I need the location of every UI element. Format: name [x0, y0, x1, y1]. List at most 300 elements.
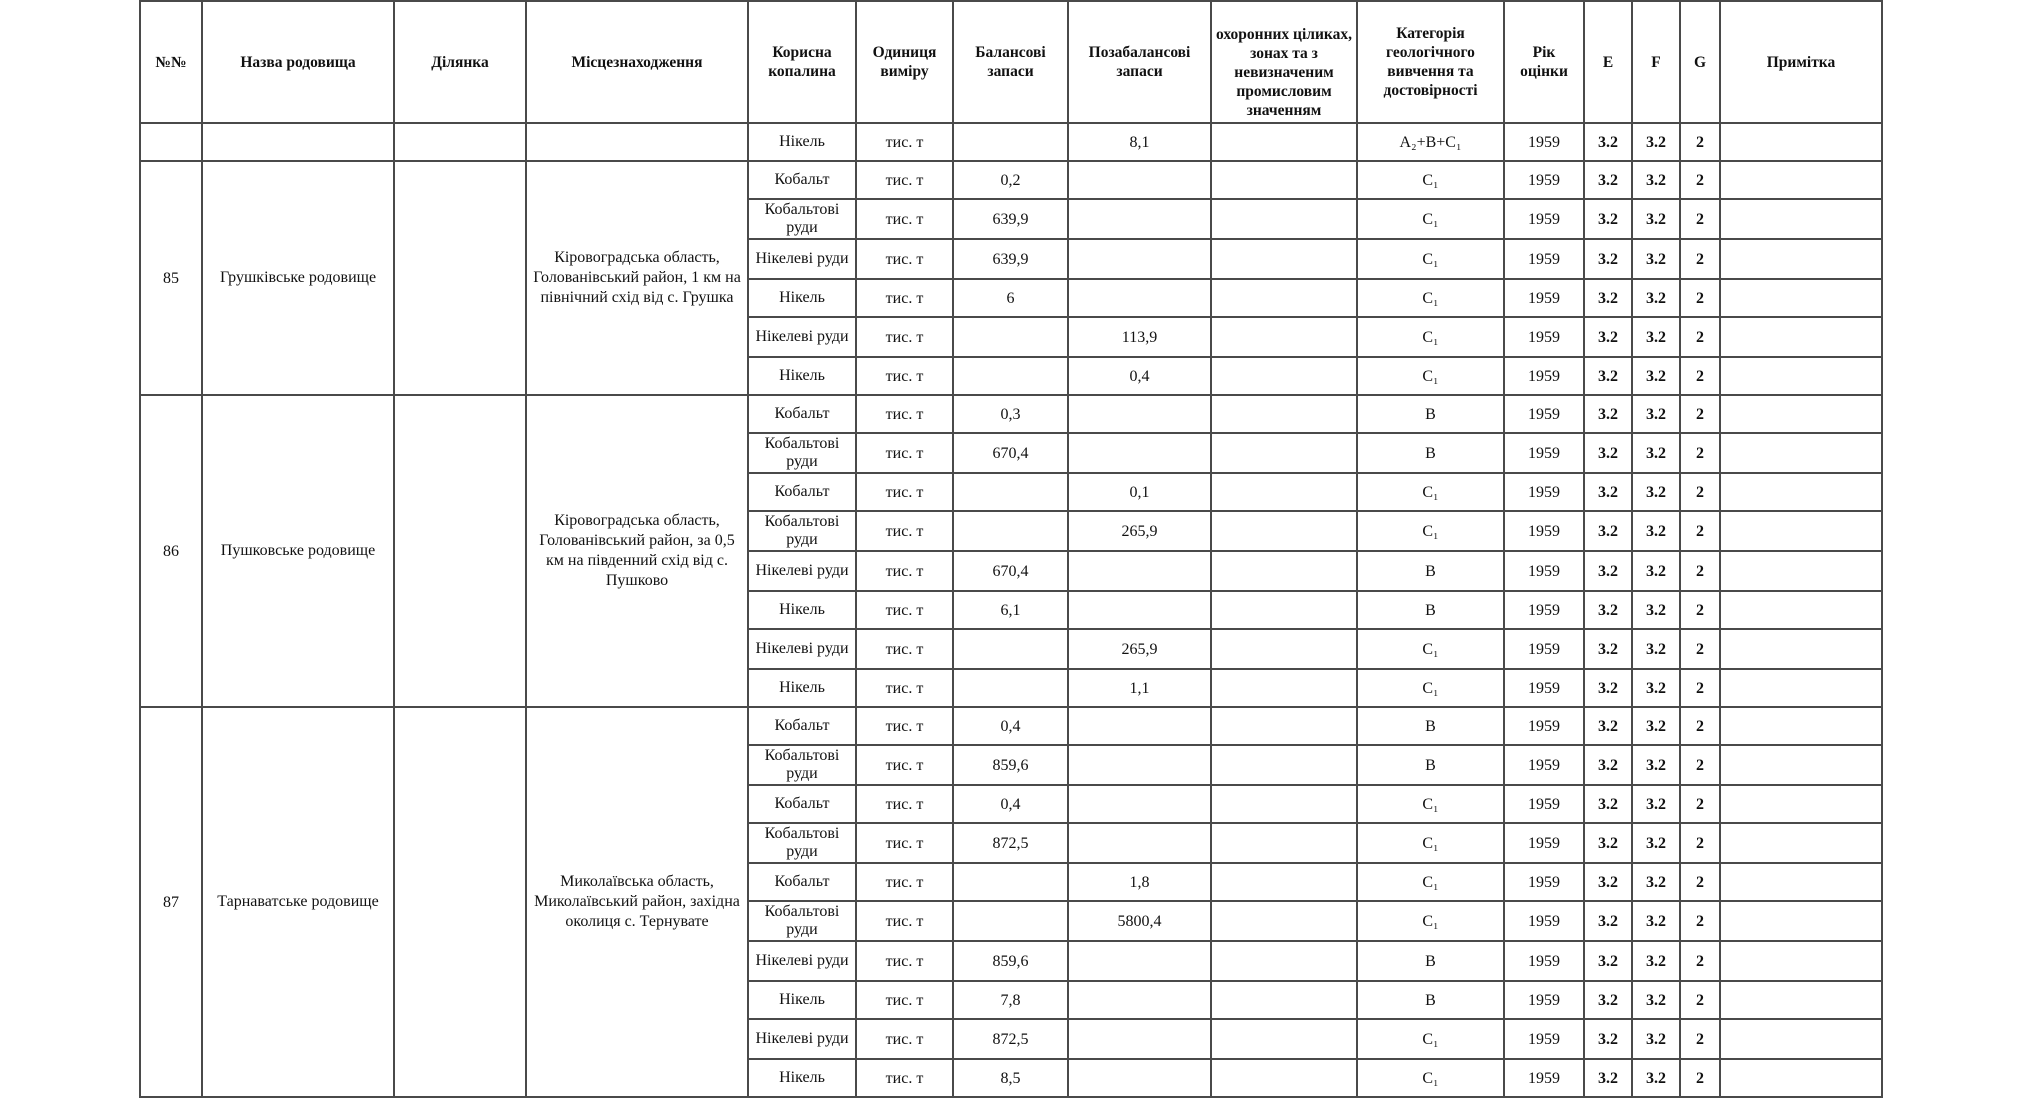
- cell-unit: тис. т: [856, 629, 953, 669]
- cell-balance: [953, 511, 1068, 551]
- table-row: [140, 161, 1882, 199]
- cell-unit: тис. т: [856, 591, 953, 629]
- cell-unit: тис. т: [856, 863, 953, 901]
- cell-offbalance: [1068, 981, 1211, 1019]
- cell-protected: [1211, 511, 1357, 551]
- table-row: [140, 123, 1882, 161]
- field-plot: [394, 707, 526, 1097]
- cell-year: 1959: [1504, 239, 1584, 279]
- cell-f: 3.2: [1632, 1059, 1680, 1097]
- cell-mineral: Кобальтові руди: [748, 745, 856, 785]
- field-number: 87: [140, 707, 202, 1097]
- cell-balance: [953, 669, 1068, 707]
- cell-f: 3.2: [1632, 941, 1680, 981]
- cell-mineral: Кобальтові руди: [748, 199, 856, 239]
- cell-unit: тис. т: [856, 1059, 953, 1097]
- cell-e: 3.2: [1584, 629, 1632, 669]
- cell-offbalance: [1068, 1019, 1211, 1059]
- cell-offbalance: 0,4: [1068, 357, 1211, 395]
- cell-year: 1959: [1504, 1019, 1584, 1059]
- header-balance: Балансові запаси: [953, 1, 1068, 123]
- cell-unit: тис. т: [856, 785, 953, 823]
- cell-f: 3.2: [1632, 785, 1680, 823]
- cell-g: 2: [1680, 823, 1720, 863]
- cell-protected: [1211, 823, 1357, 863]
- cell-e: 3.2: [1584, 123, 1632, 161]
- cell-g: 2: [1680, 395, 1720, 433]
- cell-f: 3.2: [1632, 395, 1680, 433]
- cell-protected: [1211, 1059, 1357, 1097]
- cell-unit: тис. т: [856, 669, 953, 707]
- cell-protected: [1211, 745, 1357, 785]
- cell-offbalance: [1068, 279, 1211, 317]
- cell-offbalance: [1068, 707, 1211, 745]
- cell-note: [1720, 551, 1882, 591]
- cell-note: [1720, 473, 1882, 511]
- cell-category: B: [1357, 745, 1504, 785]
- cell-g: 2: [1680, 745, 1720, 785]
- cell-unit: тис. т: [856, 745, 953, 785]
- cell-f: 3.2: [1632, 981, 1680, 1019]
- cell-unit: тис. т: [856, 473, 953, 511]
- cell-note: [1720, 199, 1882, 239]
- cell-mineral: Кобальт: [748, 395, 856, 433]
- cell-note: [1720, 511, 1882, 551]
- cell-g: 2: [1680, 1019, 1720, 1059]
- field-name: Пушковське родовище: [202, 395, 394, 707]
- cell-mineral: Кобальтові руди: [748, 433, 856, 473]
- cell-protected: [1211, 279, 1357, 317]
- cell-note: [1720, 239, 1882, 279]
- cell-unit: тис. т: [856, 901, 953, 941]
- cell-note: [1720, 863, 1882, 901]
- cell-balance: [953, 317, 1068, 357]
- cell-e: 3.2: [1584, 161, 1632, 199]
- cell-note: [1720, 823, 1882, 863]
- cell-note: [1720, 669, 1882, 707]
- cell-e: 3.2: [1584, 357, 1632, 395]
- cell-mineral: Нікель: [748, 669, 856, 707]
- table-row: [140, 395, 1882, 433]
- field-location: Кіровоградська область, Голованівський район, 1 км на північний схід від с. Грушка: [526, 161, 748, 395]
- cell-balance: 6,1: [953, 591, 1068, 629]
- cell-note: [1720, 707, 1882, 745]
- cell-balance: [953, 863, 1068, 901]
- cell-offbalance: 1,8: [1068, 863, 1211, 901]
- cell-e: 3.2: [1584, 511, 1632, 551]
- cell-year: 1959: [1504, 941, 1584, 981]
- cell-protected: [1211, 123, 1357, 161]
- cell-category: C₁: [1357, 1019, 1504, 1059]
- cell-protected: [1211, 395, 1357, 433]
- cell-offbalance: [1068, 591, 1211, 629]
- cell-protected: [1211, 1019, 1357, 1059]
- cell-mineral: Кобальт: [748, 863, 856, 901]
- cell-field-name: [202, 123, 394, 161]
- cell-mineral: Кобальтові руди: [748, 901, 856, 941]
- cell-year: 1959: [1504, 629, 1584, 669]
- cell-balance: [953, 629, 1068, 669]
- cell-year: 1959: [1504, 161, 1584, 199]
- cell-note: [1720, 1019, 1882, 1059]
- header-f: F: [1632, 1, 1680, 123]
- cell-offbalance: [1068, 161, 1211, 199]
- cell-note: [1720, 591, 1882, 629]
- cell-e: 3.2: [1584, 473, 1632, 511]
- cell-num: [140, 123, 202, 161]
- cell-f: 3.2: [1632, 123, 1680, 161]
- cell-mineral: Нікель: [748, 591, 856, 629]
- cell-year: 1959: [1504, 433, 1584, 473]
- cell-category: C₁: [1357, 279, 1504, 317]
- cell-e: 3.2: [1584, 1059, 1632, 1097]
- cell-e: 3.2: [1584, 823, 1632, 863]
- cell-mineral: Нікель: [748, 279, 856, 317]
- cell-f: 3.2: [1632, 279, 1680, 317]
- cell-g: 2: [1680, 473, 1720, 511]
- cell-e: 3.2: [1584, 941, 1632, 981]
- cell-g: 2: [1680, 629, 1720, 669]
- header-location: Місцезнаходження: [526, 1, 748, 123]
- cell-f: 3.2: [1632, 357, 1680, 395]
- cell-category: B: [1357, 395, 1504, 433]
- cell-unit: тис. т: [856, 395, 953, 433]
- cell-e: 3.2: [1584, 785, 1632, 823]
- cell-e: 3.2: [1584, 317, 1632, 357]
- cell-f: 3.2: [1632, 1019, 1680, 1059]
- cell-balance: 639,9: [953, 239, 1068, 279]
- cell-g: 2: [1680, 511, 1720, 551]
- cell-f: 3.2: [1632, 433, 1680, 473]
- header-row: [140, 1, 1882, 123]
- cell-g: 2: [1680, 239, 1720, 279]
- cell-balance: [953, 123, 1068, 161]
- cell-e: 3.2: [1584, 433, 1632, 473]
- cell-category: A₂+B+C₁: [1357, 123, 1504, 161]
- cell-balance: 859,6: [953, 745, 1068, 785]
- cell-g: 2: [1680, 941, 1720, 981]
- cell-offbalance: 265,9: [1068, 629, 1211, 669]
- header-year: Рік оцінки: [1504, 1, 1584, 123]
- cell-mineral: Кобальт: [748, 707, 856, 745]
- cell-g: 2: [1680, 981, 1720, 1019]
- cell-unit: тис. т: [856, 199, 953, 239]
- cell-protected: [1211, 473, 1357, 511]
- cell-unit: тис. т: [856, 279, 953, 317]
- cell-unit: тис. т: [856, 551, 953, 591]
- header-g: G: [1680, 1, 1720, 123]
- cell-mineral: Кобальтові руди: [748, 823, 856, 863]
- cell-protected: [1211, 161, 1357, 199]
- field-number: 85: [140, 161, 202, 395]
- cell-balance: [953, 473, 1068, 511]
- cell-category: C₁: [1357, 161, 1504, 199]
- cell-mineral: Нікелеві руди: [748, 941, 856, 981]
- cell-f: 3.2: [1632, 473, 1680, 511]
- cell-offbalance: [1068, 1059, 1211, 1097]
- cell-protected: [1211, 669, 1357, 707]
- header-mineral: Корисна копалина: [748, 1, 856, 123]
- cell-category: C₁: [1357, 511, 1504, 551]
- cell-category: B: [1357, 707, 1504, 745]
- field-plot: [394, 395, 526, 707]
- cell-e: 3.2: [1584, 669, 1632, 707]
- cell-protected: [1211, 981, 1357, 1019]
- cell-e: 3.2: [1584, 279, 1632, 317]
- cell-note: [1720, 629, 1882, 669]
- cell-balance: 639,9: [953, 199, 1068, 239]
- cell-e: 3.2: [1584, 551, 1632, 591]
- cell-balance: 0,4: [953, 707, 1068, 745]
- cell-note: [1720, 941, 1882, 981]
- cell-year: 1959: [1504, 395, 1584, 433]
- cell-location: [526, 123, 748, 161]
- header-unit: Одиниця виміру: [856, 1, 953, 123]
- cell-year: 1959: [1504, 279, 1584, 317]
- cell-mineral: Нікелеві руди: [748, 239, 856, 279]
- cell-year: 1959: [1504, 707, 1584, 745]
- cell-balance: 8,5: [953, 1059, 1068, 1097]
- cell-offbalance: [1068, 745, 1211, 785]
- cell-note: [1720, 901, 1882, 941]
- cell-note: [1720, 433, 1882, 473]
- cell-balance: 670,4: [953, 551, 1068, 591]
- cell-unit: тис. т: [856, 357, 953, 395]
- cell-year: 1959: [1504, 591, 1584, 629]
- cell-offbalance: [1068, 941, 1211, 981]
- cell-g: 2: [1680, 123, 1720, 161]
- cell-mineral: Нікелеві руди: [748, 551, 856, 591]
- cell-year: 1959: [1504, 511, 1584, 551]
- cell-f: 3.2: [1632, 551, 1680, 591]
- cell-protected: [1211, 591, 1357, 629]
- cell-year: 1959: [1504, 123, 1584, 161]
- cell-protected: [1211, 629, 1357, 669]
- cell-balance: [953, 901, 1068, 941]
- cell-g: 2: [1680, 669, 1720, 707]
- cell-category: C₁: [1357, 901, 1504, 941]
- cell-year: 1959: [1504, 473, 1584, 511]
- cell-offbalance: 1,1: [1068, 669, 1211, 707]
- cell-category: C₁: [1357, 823, 1504, 863]
- cell-g: 2: [1680, 317, 1720, 357]
- cell-year: 1959: [1504, 357, 1584, 395]
- cell-note: [1720, 1059, 1882, 1097]
- cell-g: 2: [1680, 199, 1720, 239]
- cell-g: 2: [1680, 591, 1720, 629]
- cell-unit: тис. т: [856, 511, 953, 551]
- cell-g: 2: [1680, 279, 1720, 317]
- field-number: 86: [140, 395, 202, 707]
- cell-protected: [1211, 433, 1357, 473]
- cell-category: C₁: [1357, 629, 1504, 669]
- cell-category: C₁: [1357, 785, 1504, 823]
- cell-note: [1720, 785, 1882, 823]
- cell-e: 3.2: [1584, 863, 1632, 901]
- cell-unit: тис. т: [856, 239, 953, 279]
- cell-offbalance: [1068, 239, 1211, 279]
- cell-unit: тис. т: [856, 123, 953, 161]
- cell-category: B: [1357, 941, 1504, 981]
- cell-offbalance: 113,9: [1068, 317, 1211, 357]
- cell-f: 3.2: [1632, 707, 1680, 745]
- cell-unit: тис. т: [856, 433, 953, 473]
- field-name: Тарнаватське родовище: [202, 707, 394, 1097]
- cell-year: 1959: [1504, 785, 1584, 823]
- cell-e: 3.2: [1584, 591, 1632, 629]
- cell-e: 3.2: [1584, 395, 1632, 433]
- cell-offbalance: [1068, 433, 1211, 473]
- header-protected: охоронних ціликах, зонах та з невизначеним промисловим значенням: [1211, 1, 1357, 123]
- cell-g: 2: [1680, 433, 1720, 473]
- cell-offbalance: 5800,4: [1068, 901, 1211, 941]
- cell-balance: 872,5: [953, 823, 1068, 863]
- cell-g: 2: [1680, 707, 1720, 745]
- cell-category: B: [1357, 591, 1504, 629]
- table-body: [140, 123, 1882, 1097]
- cell-f: 3.2: [1632, 745, 1680, 785]
- deposits-table: [139, 0, 1883, 1098]
- cell-note: [1720, 123, 1882, 161]
- cell-g: 2: [1680, 551, 1720, 591]
- header-category: Категорія геологічного вивчення та достовірності: [1357, 1, 1504, 123]
- cell-f: 3.2: [1632, 823, 1680, 863]
- cell-year: 1959: [1504, 823, 1584, 863]
- cell-mineral: Нікелеві руди: [748, 317, 856, 357]
- cell-g: 2: [1680, 785, 1720, 823]
- cell-offbalance: [1068, 823, 1211, 863]
- cell-note: [1720, 745, 1882, 785]
- cell-note: [1720, 161, 1882, 199]
- cell-f: 3.2: [1632, 669, 1680, 707]
- cell-category: C₁: [1357, 239, 1504, 279]
- cell-note: [1720, 279, 1882, 317]
- cell-plot: [394, 123, 526, 161]
- header-plot: Ділянка: [394, 1, 526, 123]
- cell-year: 1959: [1504, 199, 1584, 239]
- cell-category: C₁: [1357, 317, 1504, 357]
- cell-unit: тис. т: [856, 823, 953, 863]
- cell-unit: тис. т: [856, 707, 953, 745]
- cell-g: 2: [1680, 357, 1720, 395]
- cell-g: 2: [1680, 1059, 1720, 1097]
- cell-f: 3.2: [1632, 199, 1680, 239]
- cell-offbalance: 265,9: [1068, 511, 1211, 551]
- cell-mineral: Кобальтові руди: [748, 511, 856, 551]
- field-location: Кіровоградська область, Голованівський район, за 0,5 км на південний схід від с. Пушково: [526, 395, 748, 707]
- cell-offbalance: [1068, 199, 1211, 239]
- cell-e: 3.2: [1584, 707, 1632, 745]
- cell-g: 2: [1680, 161, 1720, 199]
- cell-unit: тис. т: [856, 161, 953, 199]
- cell-balance: 6: [953, 279, 1068, 317]
- cell-category: B: [1357, 551, 1504, 591]
- header-field: Назва родовища: [202, 1, 394, 123]
- cell-f: 3.2: [1632, 591, 1680, 629]
- cell-year: 1959: [1504, 1059, 1584, 1097]
- cell-year: 1959: [1504, 745, 1584, 785]
- cell-protected: [1211, 239, 1357, 279]
- cell-balance: 859,6: [953, 941, 1068, 981]
- cell-balance: [953, 357, 1068, 395]
- cell-year: 1959: [1504, 551, 1584, 591]
- cell-mineral: Нікель: [748, 357, 856, 395]
- cell-unit: тис. т: [856, 981, 953, 1019]
- cell-balance: 670,4: [953, 433, 1068, 473]
- cell-balance: 7,8: [953, 981, 1068, 1019]
- cell-category: C₁: [1357, 669, 1504, 707]
- cell-protected: [1211, 357, 1357, 395]
- cell-e: 3.2: [1584, 981, 1632, 1019]
- cell-offbalance: 8,1: [1068, 123, 1211, 161]
- cell-category: C₁: [1357, 473, 1504, 511]
- header-note: Примітка: [1720, 1, 1882, 123]
- cell-e: 3.2: [1584, 745, 1632, 785]
- cell-year: 1959: [1504, 863, 1584, 901]
- cell-note: [1720, 395, 1882, 433]
- cell-mineral: Нікель: [748, 981, 856, 1019]
- cell-note: [1720, 357, 1882, 395]
- cell-offbalance: [1068, 785, 1211, 823]
- cell-year: 1959: [1504, 981, 1584, 1019]
- cell-category: C₁: [1357, 863, 1504, 901]
- cell-protected: [1211, 551, 1357, 591]
- cell-offbalance: [1068, 395, 1211, 433]
- field-location: Миколаївська область, Миколаївський район, західна околиця с. Тернувате: [526, 707, 748, 1097]
- cell-e: 3.2: [1584, 199, 1632, 239]
- cell-mineral: Нікель: [748, 1059, 856, 1097]
- cell-mineral: Нікелеві руди: [748, 1019, 856, 1059]
- cell-balance: 0,4: [953, 785, 1068, 823]
- cell-year: 1959: [1504, 901, 1584, 941]
- cell-offbalance: 0,1: [1068, 473, 1211, 511]
- cell-unit: тис. т: [856, 317, 953, 357]
- cell-g: 2: [1680, 863, 1720, 901]
- cell-protected: [1211, 863, 1357, 901]
- header-e: E: [1584, 1, 1632, 123]
- cell-unit: тис. т: [856, 941, 953, 981]
- cell-balance: 0,2: [953, 161, 1068, 199]
- field-name: Грушківське родовище: [202, 161, 394, 395]
- cell-e: 3.2: [1584, 901, 1632, 941]
- field-plot: [394, 161, 526, 395]
- cell-f: 3.2: [1632, 511, 1680, 551]
- table-row: [140, 707, 1882, 745]
- cell-balance: 0,3: [953, 395, 1068, 433]
- cell-category: C₁: [1357, 199, 1504, 239]
- cell-f: 3.2: [1632, 901, 1680, 941]
- cell-unit: тис. т: [856, 1019, 953, 1059]
- cell-year: 1959: [1504, 669, 1584, 707]
- cell-mineral: Кобальт: [748, 161, 856, 199]
- cell-e: 3.2: [1584, 1019, 1632, 1059]
- cell-note: [1720, 317, 1882, 357]
- cell-protected: [1211, 707, 1357, 745]
- cell-mineral: Нікель: [748, 123, 856, 161]
- cell-f: 3.2: [1632, 863, 1680, 901]
- cell-f: 3.2: [1632, 629, 1680, 669]
- cell-offbalance: [1068, 551, 1211, 591]
- cell-mineral: Кобальт: [748, 473, 856, 511]
- cell-protected: [1211, 317, 1357, 357]
- cell-f: 3.2: [1632, 239, 1680, 279]
- cell-balance: 872,5: [953, 1019, 1068, 1059]
- header-num: №№: [140, 1, 202, 123]
- cell-protected: [1211, 941, 1357, 981]
- cell-protected: [1211, 199, 1357, 239]
- cell-category: B: [1357, 981, 1504, 1019]
- cell-mineral: Нікелеві руди: [748, 629, 856, 669]
